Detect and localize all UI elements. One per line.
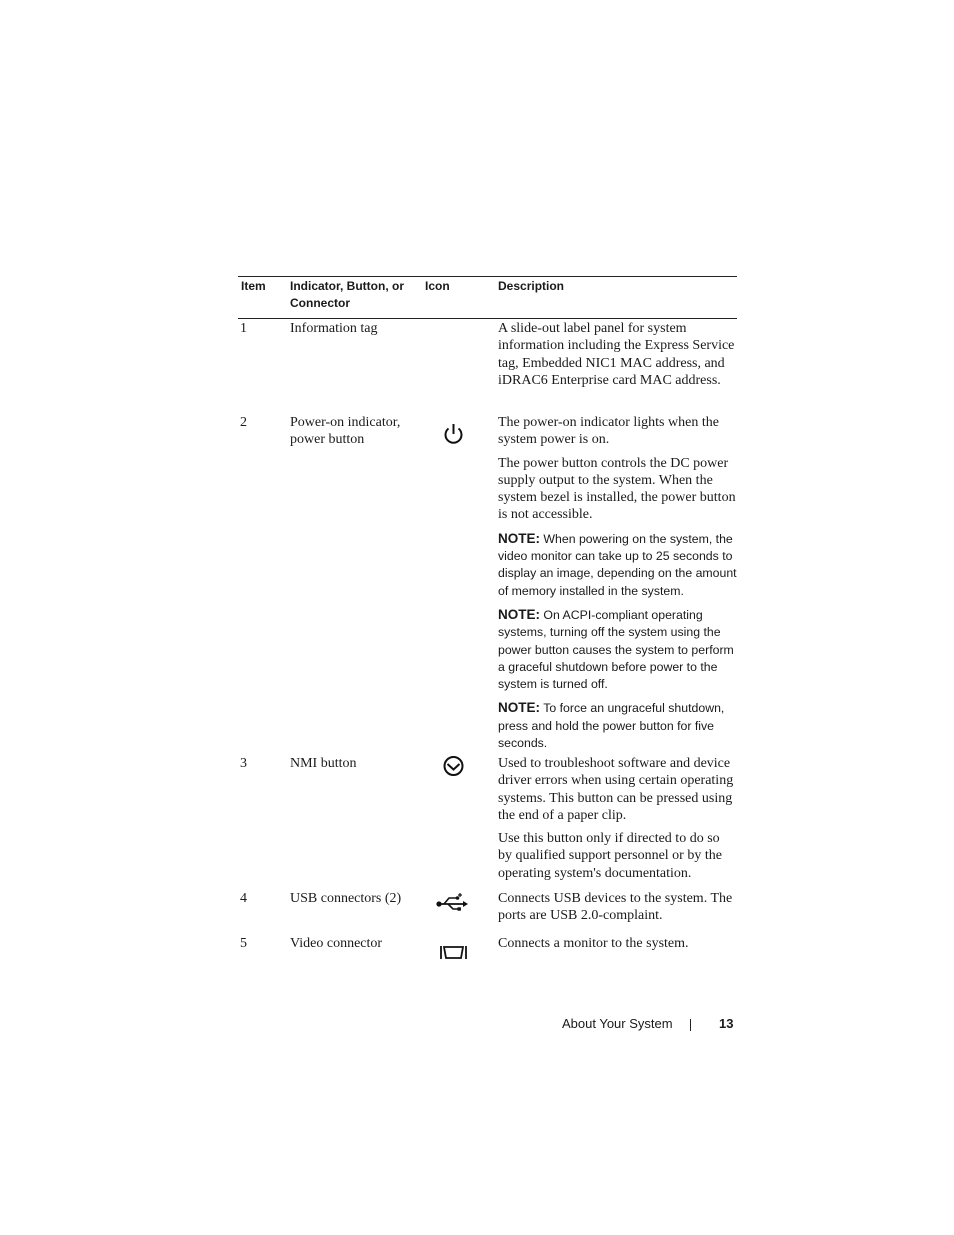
row-item-number: 2 [240,415,247,430]
header-item: Item [241,279,266,293]
row-description [498,320,737,395]
description-paragraph: Connects a monitor to the system. [498,936,689,951]
footer-separator [690,1019,691,1031]
note-text: On ACPI-compliant operating systems, turning off the system using the power button causes the system to perform a graceful shutdown before power to the system is turned off. [498,607,734,692]
table-header-rule [238,318,737,319]
note-label: NOTE: [498,700,540,716]
row-description [498,414,737,758]
note-label: NOTE: [498,606,540,622]
row-description [498,935,737,958]
nmi-icon [434,755,474,785]
note-text: To force an ungraceful shutdown, press and hold the power button for five seconds. [498,701,725,751]
usb-icon [434,890,474,920]
row-item-number: 4 [240,891,247,906]
footer-section-title: About Your System [562,1016,673,1031]
row-item-number: 3 [240,756,247,771]
note-callout [498,606,737,693]
description-paragraph: Connects USB devices to the system. The ports are USB 2.0-complaint. [498,891,733,924]
row-component-name: NMI button [290,756,357,771]
page-number: 13 [719,1016,734,1031]
power-icon [434,422,474,452]
row-component-name: USB connectors (2) [290,891,402,906]
row-description [498,755,737,888]
header-description: Description [498,279,565,293]
header-name: Indicator, Button, or Connector [290,279,404,310]
description-paragraph: Use this button only if directed to do so by qualified support personnel or by the operating system's documentation. [498,831,722,881]
row-component-name: Information tag [290,321,378,336]
row-item-number: 1 [240,321,247,336]
row-description [498,890,737,931]
table-top-rule [238,276,737,277]
video-connector-icon [434,943,474,973]
note-callout [498,699,737,752]
description-paragraph: The power-on indicator lights when the system power is on. [498,415,719,448]
note-label: NOTE: [498,530,540,546]
row-component-name: Video connector [290,936,383,951]
description-paragraph: The power button controls the DC power supply output to the system. When the system bezel is installed, the power button is not accessible. [498,455,736,523]
description-paragraph: A slide-out label panel for system information including the Express Service tag, Embedded NIC1 MAC address, and iDRAC6 Enterprise card MAC address. [498,321,735,388]
row-item-number: 5 [240,936,247,951]
header-icon: Icon [425,279,450,293]
note-callout [498,530,737,600]
note-text: When powering on the system, the video monitor can take up to 25 seconds to display an image, depending on the amount of memory installed in the system. [498,531,737,598]
row-component-name: Power-on indicator, power button [290,415,401,448]
description-paragraph: Used to troubleshoot software and device driver errors when using certain operating systems. This button can be pressed using the end of a paper clip. [498,756,734,823]
